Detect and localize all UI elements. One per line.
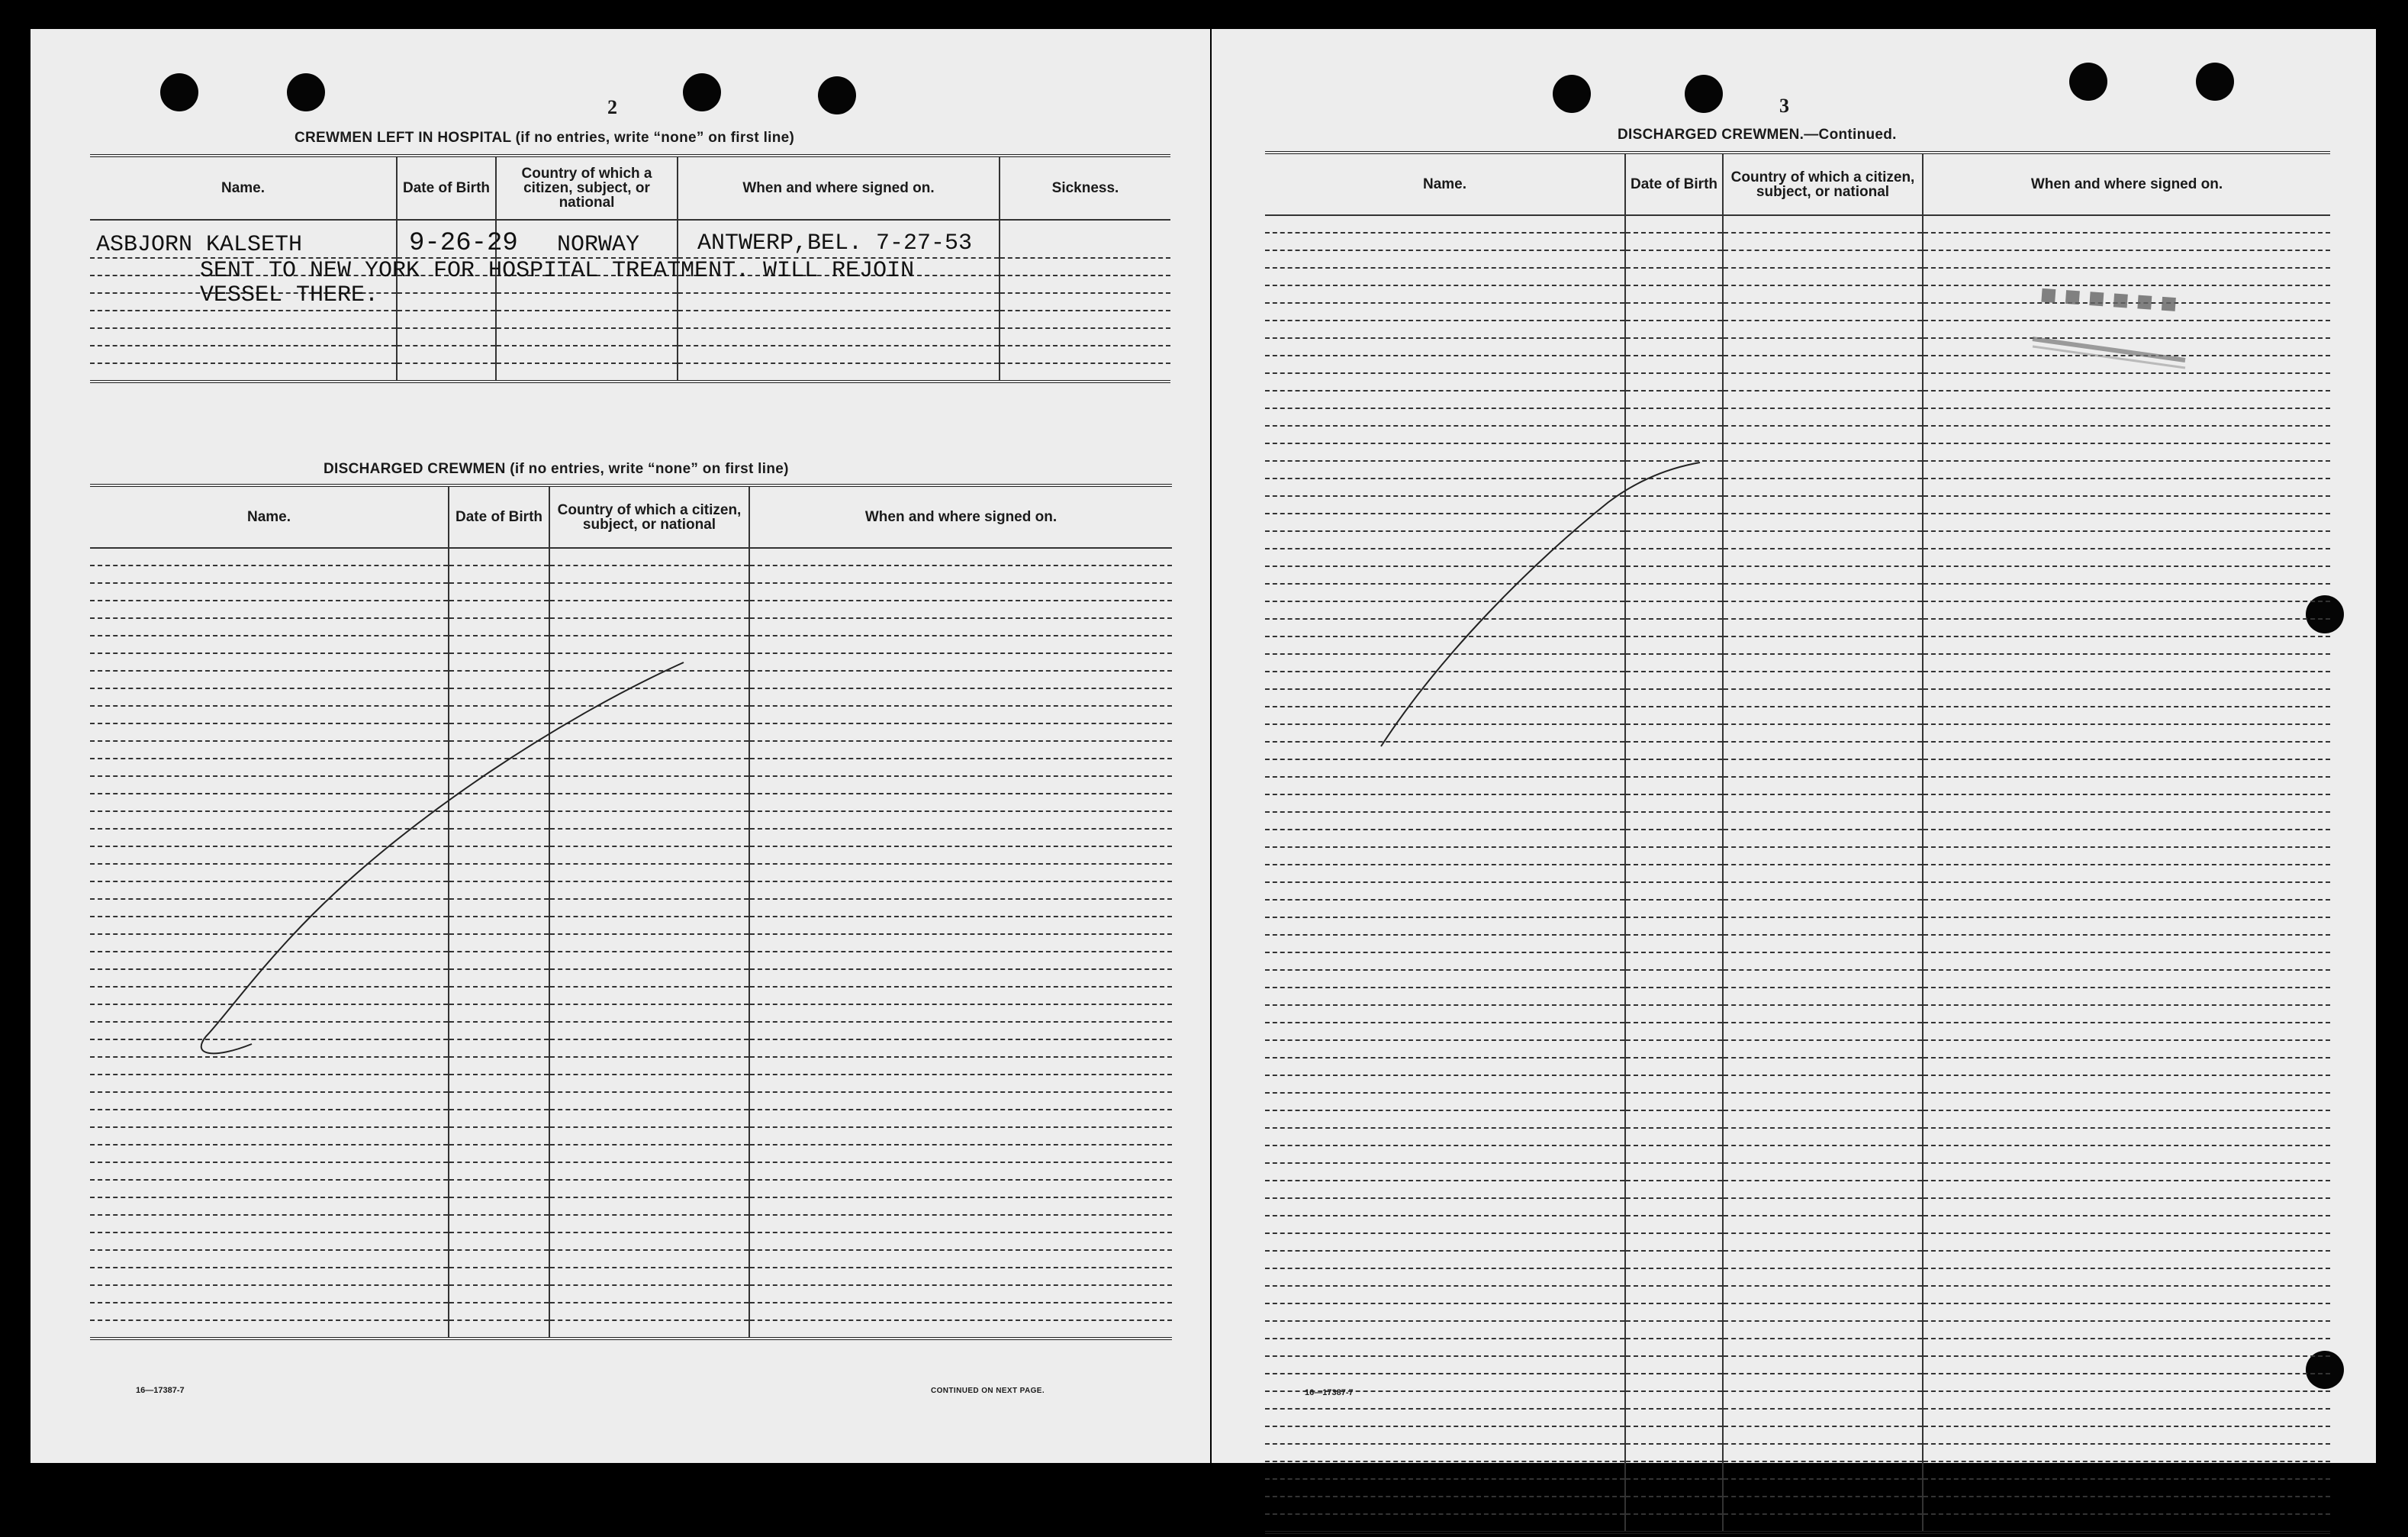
table-row — [1265, 689, 2330, 707]
table-row — [90, 864, 1172, 881]
header-name: Name. — [90, 156, 397, 220]
discharged-table — [90, 484, 1172, 1343]
hospital-section-title: CREWMEN LEFT IN HOSPITAL (if no entries, write “none” on first line) — [295, 130, 795, 146]
table-row — [1265, 742, 2330, 759]
table-row — [1265, 549, 2330, 566]
table-row — [90, 328, 1170, 346]
table-row — [1265, 865, 2330, 882]
table-row — [90, 969, 1172, 987]
punch-hole — [2196, 63, 2234, 101]
table-row — [1265, 1110, 2330, 1128]
table-row — [90, 548, 1172, 566]
table-row — [1265, 514, 2330, 531]
table-row — [90, 1057, 1172, 1075]
punch-hole — [1685, 75, 1723, 113]
table-row — [1265, 1268, 2330, 1286]
table-row — [1265, 707, 2330, 724]
table-row — [90, 899, 1172, 917]
table-row — [90, 829, 1172, 846]
table-row — [90, 636, 1172, 653]
header-country: Country of which a citizen, subject, or national — [1723, 153, 1923, 215]
table-row — [1265, 1128, 2330, 1146]
table-row — [1265, 724, 2330, 742]
table-row — [90, 1320, 1172, 1339]
entry-name: ASBJORN KALSETH — [96, 232, 303, 258]
table-row — [1265, 672, 2330, 689]
table-row — [1265, 1514, 2330, 1532]
header-name: Name. — [90, 485, 449, 548]
table-row — [1265, 356, 2330, 373]
table-row — [90, 688, 1172, 706]
table-row — [90, 1215, 1172, 1232]
table-row — [1265, 426, 2330, 443]
header-dob: Date of Birth — [1625, 153, 1723, 215]
table-row — [1265, 1181, 2330, 1198]
table-row — [1265, 1163, 2330, 1181]
header-sickness: Sickness. — [1000, 156, 1170, 220]
header-signed: When and where signed on. — [1923, 153, 2330, 215]
table-row — [90, 601, 1172, 618]
table-row — [1265, 1339, 2330, 1356]
punch-hole — [1553, 75, 1591, 113]
table-row — [1265, 1023, 2330, 1040]
table-row — [90, 1039, 1172, 1057]
table-row — [90, 794, 1172, 811]
table-row — [1265, 391, 2330, 408]
right-page — [1212, 29, 2376, 1463]
table-row — [90, 311, 1170, 328]
discharged-cont-table — [1265, 151, 2330, 1537]
table-row — [1265, 654, 2330, 672]
table-row — [90, 1232, 1172, 1250]
table-row — [1265, 1374, 2330, 1391]
table-row — [1265, 830, 2330, 847]
table-row — [90, 1092, 1172, 1110]
table-row — [90, 1022, 1172, 1039]
discharged-section-title: DISCHARGED CREWMEN (if no entries, write “none” on first line) — [324, 461, 789, 477]
page-number: 2 — [607, 96, 617, 118]
table-row — [90, 583, 1172, 601]
table-row — [90, 1004, 1172, 1022]
table-row — [1265, 461, 2330, 478]
table-row — [1265, 1497, 2330, 1514]
table-row — [1265, 1426, 2330, 1444]
table-row — [90, 1268, 1172, 1285]
table-row — [1265, 408, 2330, 426]
punch-hole — [818, 76, 856, 114]
header-dob: Date of Birth — [397, 156, 496, 220]
table-row — [1265, 1075, 2330, 1093]
entry-remark: SENT TO NEW YORK FOR HOSPITAL TREATMENT. WILL REJOIN — [200, 258, 915, 284]
table-row — [1265, 1303, 2330, 1321]
table-row — [1265, 215, 2330, 233]
table-row — [1265, 250, 2330, 268]
table-row — [1265, 1286, 2330, 1303]
table-row — [1265, 1093, 2330, 1110]
entry-remark-cont: VESSEL THERE. — [200, 282, 379, 308]
table-row — [90, 1145, 1172, 1162]
table-row — [1265, 1058, 2330, 1075]
table-row — [1265, 566, 2330, 584]
table-row — [1265, 1233, 2330, 1251]
table-row — [90, 706, 1172, 723]
table-row — [1265, 882, 2330, 900]
table-row — [90, 723, 1172, 741]
discharged-cont-title: DISCHARGED CREWMEN.—Continued. — [1618, 127, 1897, 143]
table-row — [1265, 1356, 2330, 1374]
table-row — [90, 1162, 1172, 1180]
table-row — [90, 653, 1172, 671]
entry-signed: ANTWERP,BEL. 7-27-53 — [697, 230, 973, 256]
header-signed: When and where signed on. — [678, 156, 1000, 220]
entry-dob: 9-26-29 — [409, 229, 518, 258]
table-row — [1265, 900, 2330, 917]
page-number: 3 — [1779, 95, 1789, 117]
table-row — [90, 759, 1172, 776]
table-row — [1265, 1391, 2330, 1409]
table-row — [1265, 478, 2330, 496]
table-row — [90, 934, 1172, 952]
table-row — [1265, 233, 2330, 250]
table-row — [1265, 1444, 2330, 1461]
table-row — [90, 917, 1172, 934]
table-row — [90, 671, 1172, 688]
table-row — [1265, 952, 2330, 970]
table-row — [1265, 777, 2330, 794]
header-dob: Date of Birth — [449, 485, 549, 548]
table-row — [90, 881, 1172, 899]
table-row — [1265, 373, 2330, 391]
table-row — [90, 1303, 1172, 1320]
table-row — [1265, 935, 2330, 952]
punch-hole — [683, 73, 721, 111]
header-name: Name. — [1265, 153, 1625, 215]
form-number: 16—17387-7 — [136, 1386, 185, 1395]
table-row — [1265, 1040, 2330, 1058]
table-row — [1265, 268, 2330, 285]
table-row — [90, 952, 1172, 969]
table-row — [1265, 812, 2330, 830]
punch-hole — [160, 73, 198, 111]
table-row — [1265, 1005, 2330, 1023]
table-row — [1265, 636, 2330, 654]
entry-country: NORWAY — [557, 232, 640, 258]
table-row — [90, 1180, 1172, 1197]
left-page — [31, 29, 1210, 1463]
table-row — [1265, 917, 2330, 935]
table-row — [90, 1127, 1172, 1145]
form-number: 16—17387-7 — [1305, 1388, 1354, 1397]
table-row — [1265, 1461, 2330, 1479]
header-country: Country of which a citizen, subject, or national — [496, 156, 678, 220]
header-country: Country of which a citizen, subject, or national — [549, 485, 749, 548]
table-row — [90, 1250, 1172, 1268]
table-row — [90, 618, 1172, 636]
table-row — [1265, 619, 2330, 636]
table-row — [1265, 1409, 2330, 1426]
table-row — [1265, 1146, 2330, 1163]
table-row — [90, 346, 1170, 363]
table-row — [1265, 601, 2330, 619]
table-row — [90, 363, 1170, 382]
table-row — [90, 741, 1172, 759]
table-row — [90, 1197, 1172, 1215]
faint-stamp-icon: ◼◼◼◼◼◼ — [2039, 282, 2186, 315]
table-row — [1265, 1216, 2330, 1233]
table-row — [1265, 794, 2330, 812]
header-signed: When and where signed on. — [749, 485, 1172, 548]
table-row — [90, 1075, 1172, 1092]
table-row — [1265, 321, 2330, 338]
table-row — [1265, 1198, 2330, 1216]
table-row — [1265, 847, 2330, 865]
table-row — [1265, 1321, 2330, 1339]
table-row — [1265, 496, 2330, 514]
table-row — [90, 987, 1172, 1004]
table-row — [1265, 970, 2330, 988]
table-row — [1265, 1479, 2330, 1497]
punch-hole — [287, 73, 325, 111]
table-row — [1265, 338, 2330, 356]
table-row — [1265, 584, 2330, 601]
table-row — [90, 811, 1172, 829]
table-row — [1265, 531, 2330, 549]
table-row — [90, 1285, 1172, 1303]
table-row — [1265, 443, 2330, 461]
table-row — [90, 776, 1172, 794]
table-row — [90, 846, 1172, 864]
table-row — [90, 566, 1172, 583]
table-row — [1265, 759, 2330, 777]
continued-note: CONTINUED ON NEXT PAGE. — [931, 1387, 1045, 1395]
table-row — [1265, 988, 2330, 1005]
table-row — [1265, 1251, 2330, 1268]
table-row — [90, 1110, 1172, 1127]
punch-hole — [2069, 63, 2107, 101]
